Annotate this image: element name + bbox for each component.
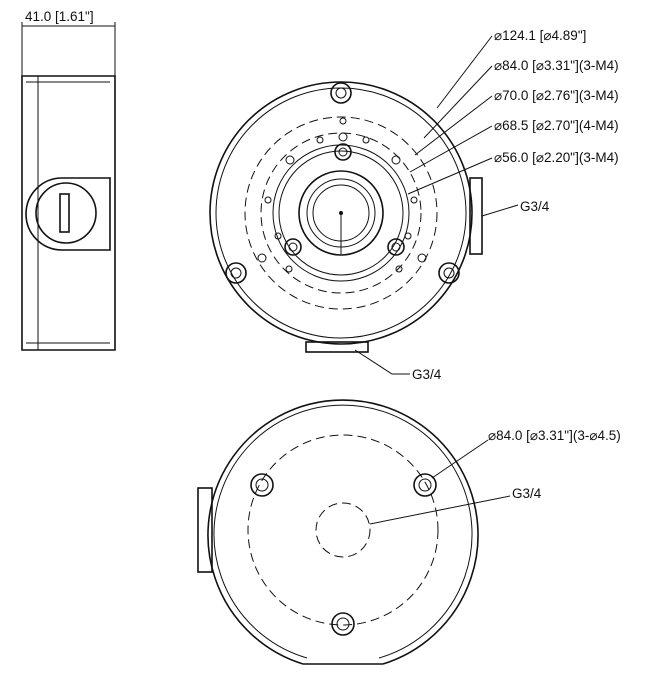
callout-diameter-56: ⌀56.0 [⌀2.20"](3-M4) <box>494 150 619 165</box>
callout-diameter-70: ⌀70.0 [⌀2.76"](3-M4) <box>494 88 619 103</box>
bottom-pcd-circle <box>248 435 438 625</box>
bottom-view <box>198 400 621 664</box>
leader-line <box>424 66 492 138</box>
screw-hole <box>331 83 351 103</box>
center-knockout <box>316 503 370 557</box>
callout-diameter-68: ⌀68.5 [⌀2.70"](4-M4) <box>494 118 619 133</box>
side-port-slot <box>60 194 69 232</box>
small-hole <box>411 197 417 203</box>
small-hole <box>317 137 323 143</box>
bottom-port-label: G3/4 <box>412 367 442 382</box>
leader-line <box>432 440 488 478</box>
bottom-callout-diameter-84: ⌀84.0 [⌀3.31"](3-⌀4.5) <box>488 428 621 443</box>
screw-hole <box>335 144 351 160</box>
side-port-boss <box>26 178 110 250</box>
callout-diameter-84: ⌀84.0 [⌀3.31"](3-M4) <box>494 58 619 73</box>
right-port-label: G3/4 <box>520 199 550 214</box>
top-view <box>210 28 619 382</box>
small-hole <box>340 118 346 124</box>
leader-line <box>408 158 492 194</box>
small-hole <box>286 266 292 272</box>
leader-line <box>482 205 518 216</box>
callout-diameter-124: ⌀124.1 [⌀4.89"] <box>494 28 587 43</box>
small-hole <box>396 266 402 272</box>
center-port-label: G3/4 <box>512 486 542 501</box>
small-hole <box>286 156 294 164</box>
mounting-hole <box>251 474 273 496</box>
side-view <box>22 9 115 350</box>
leader-line <box>437 36 492 108</box>
leader-line <box>370 496 510 524</box>
width-dimension-label: 41.0 [1.61"] <box>25 9 94 24</box>
bottom-rim-circle <box>214 405 472 658</box>
small-hole <box>418 254 426 262</box>
small-hole <box>258 254 266 262</box>
small-hole <box>363 137 369 143</box>
mounting-hole <box>332 613 354 635</box>
screw-hole <box>439 263 459 283</box>
small-hole <box>265 197 271 203</box>
small-hole <box>339 133 347 141</box>
small-hole <box>392 156 400 164</box>
side-port-cap <box>36 183 96 243</box>
small-hole <box>405 233 411 239</box>
leader-line <box>355 350 410 374</box>
